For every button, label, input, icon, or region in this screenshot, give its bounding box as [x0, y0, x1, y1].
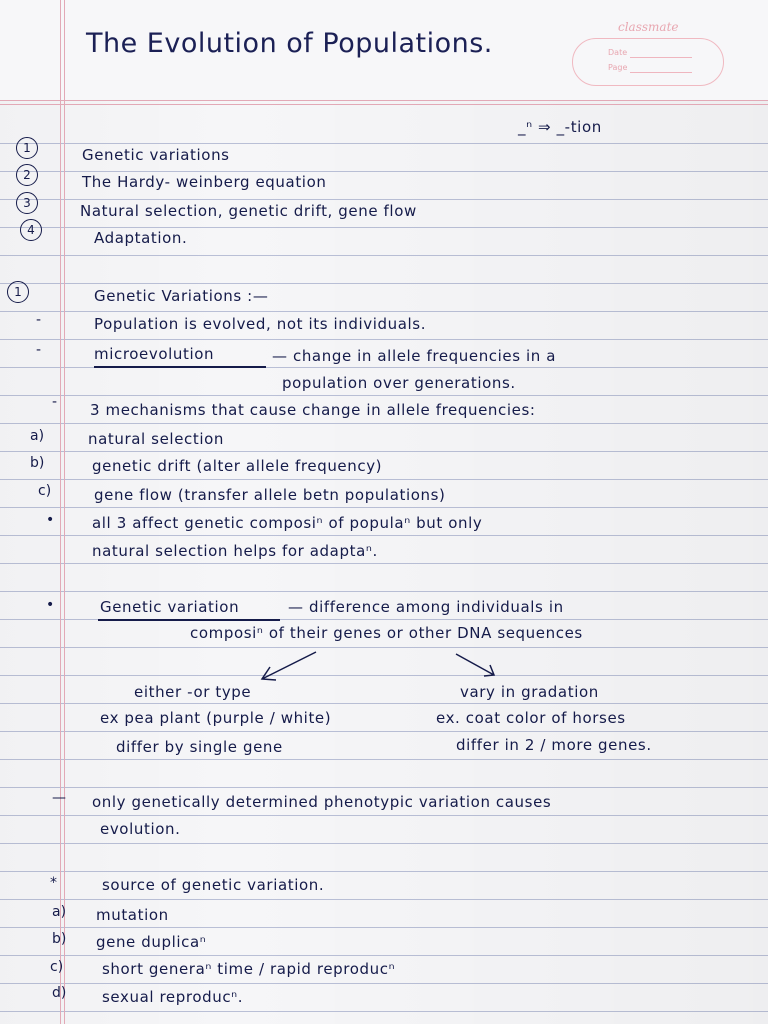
list-marker: b)	[52, 931, 67, 947]
section-marker: 1	[7, 281, 29, 303]
list-marker: •	[46, 597, 55, 613]
key-term: microevolution	[94, 345, 215, 363]
section-heading: Genetic Variations :—	[94, 287, 269, 305]
brand-logo: classmate	[618, 20, 679, 34]
branch-right-line: vary in gradation	[460, 683, 599, 701]
branch-right-line: ex. coat color of horses	[436, 709, 626, 727]
list-marker: -	[36, 312, 42, 328]
list-item: mutation	[96, 906, 169, 924]
note-line: — change in allele frequencies in a	[272, 347, 557, 365]
list-marker: *	[50, 875, 57, 891]
list-item: sexual reproducⁿ.	[102, 988, 244, 1006]
key-term: Genetic variation	[100, 598, 240, 616]
list-marker: b)	[30, 455, 45, 471]
list-marker: -	[52, 394, 58, 410]
list-marker: d)	[52, 985, 67, 1001]
outline-marker: 4	[20, 219, 42, 241]
list-marker: a)	[52, 904, 67, 920]
branch-left-line: either -or type	[134, 683, 252, 701]
outline-item: The Hardy- weinberg equation	[82, 173, 327, 191]
note-line: only genetically determined phenotypic variation causes	[92, 793, 552, 811]
note-line: 3 mechanisms that cause change in allele frequencies:	[90, 401, 536, 419]
branch-left-line: ex pea plant (purple / white)	[100, 709, 332, 727]
list-marker: •	[46, 512, 55, 528]
note-line: evolution.	[100, 820, 181, 838]
branch-left-line: differ by single gene	[116, 738, 283, 756]
definition-line: — difference among individuals in	[288, 598, 564, 616]
definition-line: composiⁿ of their genes or other DNA sequences	[190, 624, 583, 642]
note-line: population over generations.	[282, 374, 516, 392]
section-heading: source of genetic variation.	[102, 876, 325, 894]
outline-item: Genetic variations	[82, 146, 230, 164]
outline-marker: 1	[16, 137, 38, 159]
note-line: genetic drift (alter allele frequency)	[92, 457, 383, 475]
corner-note: _ⁿ ⇒ _-tion	[518, 118, 602, 136]
list-marker: c)	[50, 959, 64, 975]
outline-marker: 3	[16, 192, 38, 214]
note-line: natural selection helps for adaptaⁿ.	[92, 542, 378, 560]
list-item: gene duplicaⁿ	[96, 933, 207, 951]
note-line: gene flow (transfer allele betn populations)	[94, 486, 446, 504]
date-label: Date	[608, 48, 628, 57]
note-line: natural selection	[88, 430, 225, 448]
list-marker: -	[36, 342, 42, 358]
note-line: all 3 affect genetic composiⁿ of populaⁿ but only	[92, 514, 483, 532]
outline-item: Adaptation.	[94, 229, 188, 247]
list-item: short generaⁿ time / rapid reproducⁿ	[102, 960, 396, 978]
note-line: Population is evolved, not its individuals.	[94, 315, 427, 333]
list-marker: c)	[38, 483, 52, 499]
outline-item: Natural selection, genetic drift, gene flow	[80, 202, 417, 220]
list-marker: a)	[30, 428, 45, 444]
page-label: Page	[608, 63, 628, 72]
list-marker: —	[52, 790, 66, 806]
page-title: The Evolution of Populations.	[86, 28, 493, 59]
branch-right-line: differ in 2 / more genes.	[456, 736, 652, 754]
outline-marker: 2	[16, 164, 38, 186]
